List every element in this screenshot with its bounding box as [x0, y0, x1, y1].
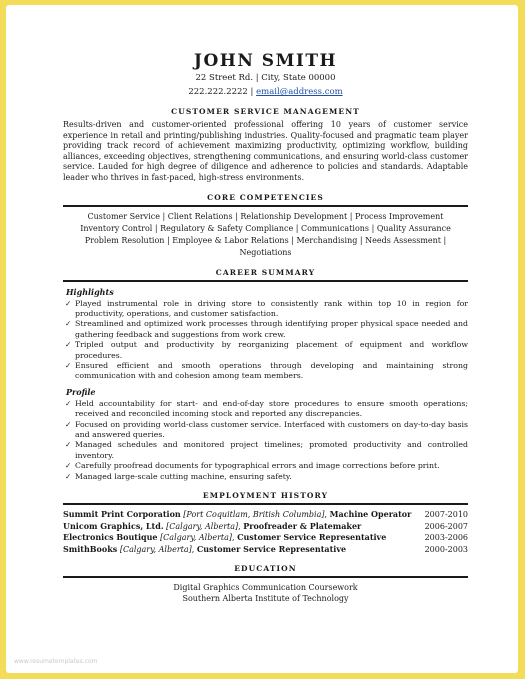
contact-line [63, 87, 468, 98]
job-row: Unicom Graphics, Ltd. [Calgary, Alberta], Proofreader & Platemaker 2006-2007 [63, 520, 468, 531]
list-item: ✓ Played instrumental role in driving store to consistently rank within top 10 in region for productivity, operations, and customer satisfaction. [65, 298, 468, 318]
list-item: ✓ Managed large-scale cutting machine, ensuring safety. [65, 471, 292, 481]
highlights-list [63, 299, 468, 382]
section-divider [63, 280, 468, 282]
checkmark-icon: ✓ [65, 440, 72, 450]
watermark: www.resumetemplates.com [14, 658, 98, 665]
summary-paragraph: Results-driven and customer-oriented professional offering 10 years of customer service experience in retail and printing/publishing industries. Quality-focused and pragmatic team player providing track record of achievement maximizing productivity, optimizing workflow, building alliances, exceeding objectives, strengthening communications, and ensuring world-class customer service. Lauded for high degree of diligence and adherence to policies and standards. Adaptable leader who thrives in fast-paced, high-stress environments. [63, 120, 468, 182]
profile-list [63, 399, 468, 482]
checkmark-icon: ✓ [65, 361, 72, 370]
list-item: ✓ Managed schedules and monitored project timelines; promoted productivity and controlled inventory. [65, 440, 468, 460]
contact-address: 22 Street Rd. | City, State 00000 [195, 73, 336, 83]
checkmark-icon: ✓ [65, 319, 72, 329]
education-heading: EDUCATION [234, 564, 297, 574]
email-link[interactable]: email@address.com [256, 87, 343, 97]
job-row: SmithBooks [Calgary, Alberta], Customer Service Representative 2000-2003 [63, 543, 468, 554]
list-item: ✓ Focused on providing world-class customer service. Interfaced with customers on day-to-day basis and answered queries. [65, 419, 468, 440]
job-row: Electronics Boutique [Calgary, Alberta], Customer Service Representative 2003-2006 [63, 532, 468, 543]
list-item: ✓ Held accountability for start- and end-of-day store procedures to ensure smooth operations; received and reconciled incoming stock and reported any discrepancies. [65, 398, 468, 419]
resume-title: CUSTOMER SERVICE MANAGEMENT [171, 107, 360, 116]
job-years: 2000-2003 [424, 544, 468, 554]
competency-line: Inventory Control | Regulatory & Safety Compliance | Communications | Quality Assurance [80, 223, 451, 233]
job-years: 2006-2007 [424, 521, 468, 531]
checkmark-icon: ✓ [65, 340, 72, 350]
section-divider [63, 503, 468, 505]
list-item: ✓ Ensured efficient and smooth operations through developing and maintaining strong communication with and cohesion among team members. [65, 361, 468, 381]
job-years: 2003-2006 [424, 533, 468, 543]
list-item: ✓ Tripled output and productivity by reorganizing placement of equipment and workflow procedures. [65, 340, 468, 360]
competency-line: Customer Service | Client Relations | Relationship Development | Process Improvement [87, 211, 444, 221]
checkmark-icon: ✓ [65, 471, 72, 481]
competencies-heading: CORE COMPETENCIES [207, 192, 324, 202]
profile-label: Profile [66, 386, 96, 397]
resume-page [6, 5, 518, 673]
section-divider [63, 576, 468, 578]
separator: | [250, 87, 257, 97]
career-heading: CAREER SUMMARY [215, 267, 316, 277]
degree: Digital Graphics Communication Coursework [173, 583, 358, 593]
section-divider [63, 205, 468, 207]
list-item: ✓ Streamlined and optimized work processes through identifying proper physical space needed and gathering feedback and suggestions from work crew. [65, 319, 468, 339]
checkmark-icon: ✓ [65, 398, 72, 408]
checkmark-icon: ✓ [65, 461, 72, 471]
checkmark-icon: ✓ [65, 419, 72, 429]
checkmark-icon: ✓ [65, 298, 72, 308]
highlights-label: Highlights [66, 286, 114, 297]
job-row: Summit Print Corporation [Port Coquitlam, British Columbia], Machine Operator 2007-2010 [63, 509, 468, 520]
job-years: 2007-2010 [424, 510, 468, 520]
phone: 222.222.2222 [188, 87, 248, 97]
school: Southern Alberta Institute of Technology [182, 594, 349, 604]
employment-heading: EMPLOYMENT HISTORY [202, 491, 329, 501]
competency-line: Problem Resolution | Employee & Labor Relations | Merchandising | Needs Assessment | Negotiations [84, 235, 447, 257]
list-item: ✓ Carefully proofread documents for typographical errors and image corrections before print. [65, 461, 440, 471]
candidate-name: JOHN SMITH [193, 51, 338, 71]
